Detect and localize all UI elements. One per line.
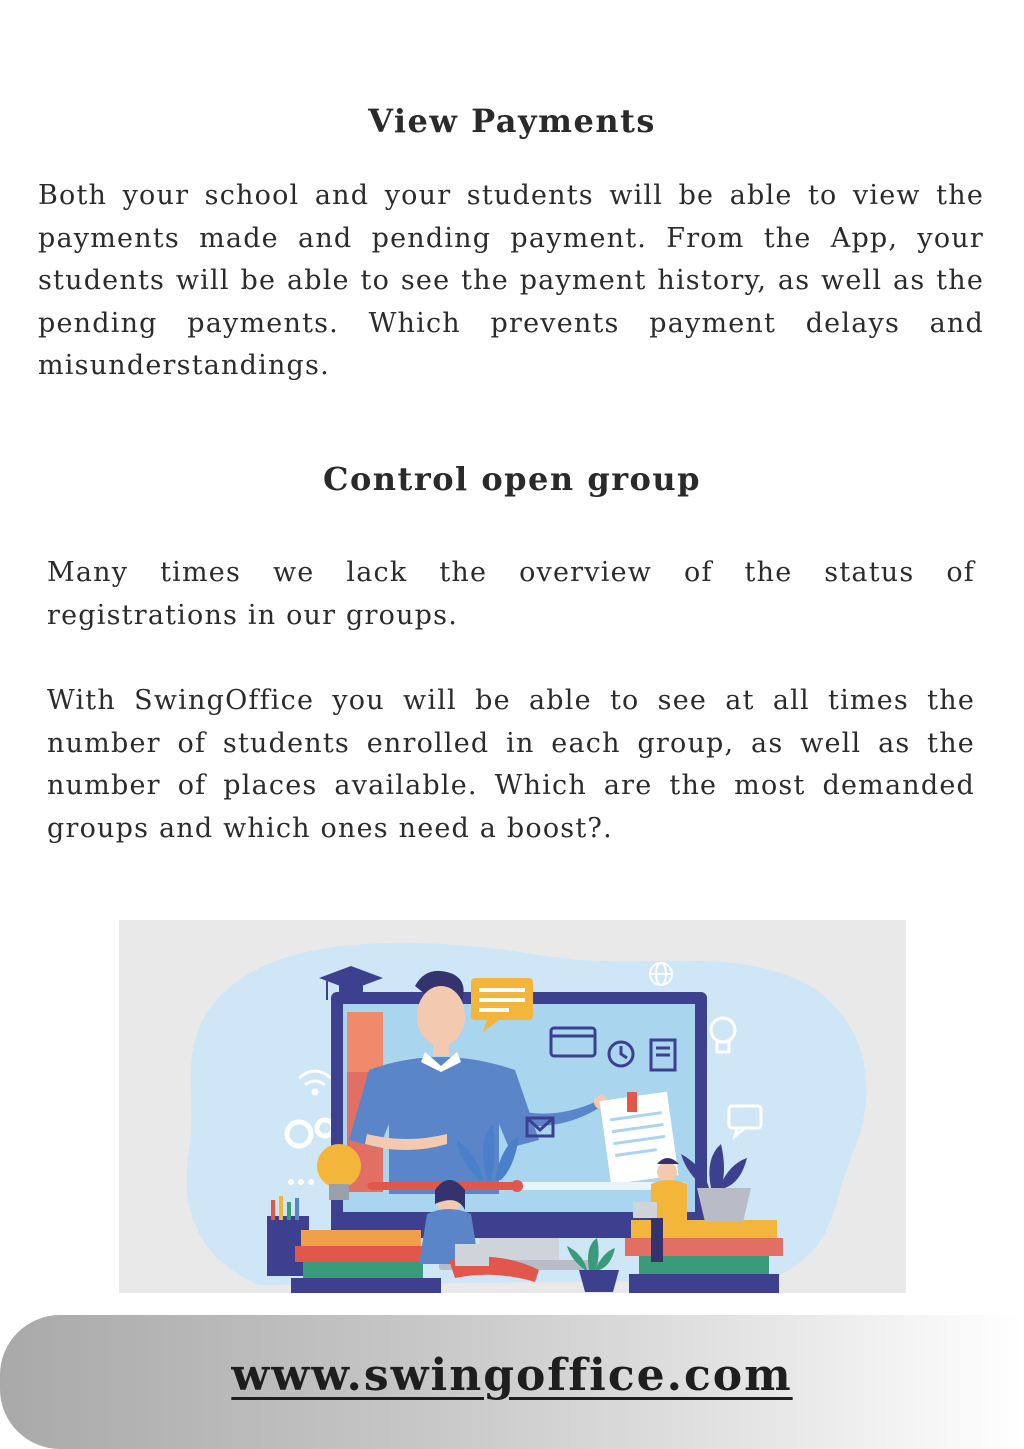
books-stack-right [625,1220,783,1293]
section-heading-control-open-group: Control open group [322,460,702,498]
online-teaching-illustration [119,920,906,1293]
books-stack-left [291,1230,441,1293]
control-open-group-paragraph-2: With SwingOffice you will be able to see at all times the number of students enrolled in each group, as well as the number of places available. Which are the most demanded groups and which ones need a boost?. [47,685,975,844]
section-heading-view-payments: View Payments [368,102,656,140]
dots-icon [288,1179,314,1185]
website-link[interactable]: www.swingoffice.com [231,1350,793,1401]
control-open-group-paragraph-1: Many times we lack the overview of the status of registrations in our groups. [47,557,975,631]
view-payments-paragraph: Both your school and your students will be able to view the payments made and pending payment. From the App, your students will be able to see the payment history, as well as the pending payments. Which prevents payment delays and misunderstandings. [38,180,984,381]
